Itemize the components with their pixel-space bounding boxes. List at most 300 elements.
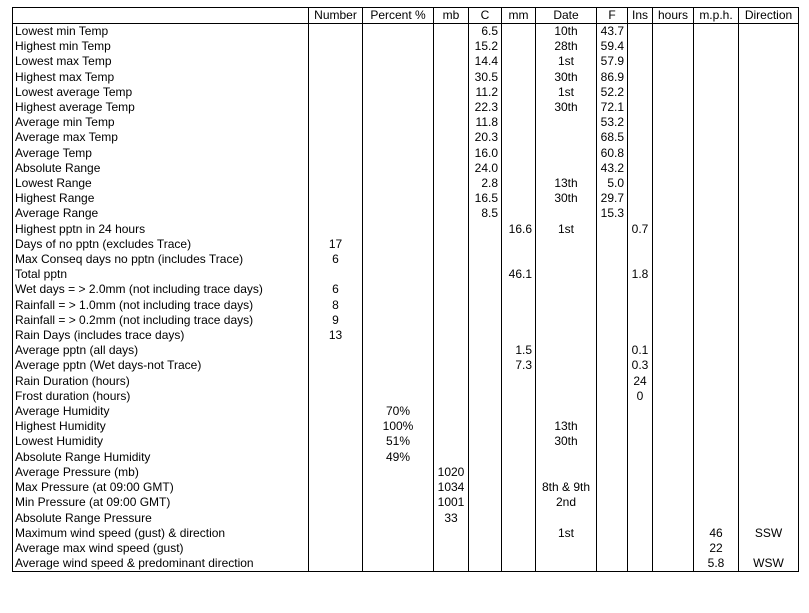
- cell-ins: [628, 434, 653, 449]
- cell-mm: [502, 54, 536, 69]
- cell-hours: [653, 24, 694, 40]
- cell-mm: [502, 252, 536, 267]
- cell-c: [469, 450, 502, 465]
- cell-hours: [653, 146, 694, 161]
- cell-ins: [628, 541, 653, 556]
- cell-ins: [628, 115, 653, 130]
- cell-mph: 5.8: [694, 556, 739, 572]
- cell-percent: [363, 526, 434, 541]
- cell-mb: [434, 267, 469, 282]
- cell-hours: [653, 222, 694, 237]
- cell-mph: [694, 146, 739, 161]
- cell-percent: [363, 115, 434, 130]
- cell-label: Days of no pptn (excludes Trace): [13, 237, 309, 252]
- cell-c: [469, 511, 502, 526]
- cell-number: [309, 54, 363, 69]
- cell-direction: [739, 191, 799, 206]
- cell-percent: [363, 54, 434, 69]
- cell-mm: [502, 374, 536, 389]
- cell-percent: [363, 161, 434, 176]
- cell-ins: [628, 450, 653, 465]
- cell-percent: [363, 85, 434, 100]
- header-f: F: [597, 8, 628, 24]
- table-row: [13, 419, 799, 434]
- cell-label: Lowest max Temp: [13, 54, 309, 69]
- cell-mm: [502, 419, 536, 434]
- cell-percent: [363, 495, 434, 510]
- cell-direction: [739, 495, 799, 510]
- cell-direction: [739, 161, 799, 176]
- cell-direction: [739, 70, 799, 85]
- table-row: [13, 115, 799, 130]
- cell-c: 11.2: [469, 85, 502, 100]
- cell-mb: 1020: [434, 465, 469, 480]
- cell-direction: [739, 343, 799, 358]
- cell-number: [309, 480, 363, 495]
- cell-label: Rainfall = > 0.2mm (not including trace days): [13, 313, 309, 328]
- cell-c: 24.0: [469, 161, 502, 176]
- cell-number: [309, 556, 363, 572]
- cell-label: Highest Range: [13, 191, 309, 206]
- cell-number: [309, 434, 363, 449]
- cell-f: [597, 267, 628, 282]
- cell-direction: [739, 374, 799, 389]
- cell-mph: [694, 237, 739, 252]
- cell-c: [469, 282, 502, 297]
- cell-date: 30th: [536, 70, 597, 85]
- cell-direction: [739, 328, 799, 343]
- cell-ins: [628, 404, 653, 419]
- cell-f: 53.2: [597, 115, 628, 130]
- cell-mm: [502, 450, 536, 465]
- cell-number: 6: [309, 282, 363, 297]
- cell-direction: [739, 465, 799, 480]
- cell-hours: [653, 328, 694, 343]
- cell-mph: [694, 343, 739, 358]
- cell-c: [469, 465, 502, 480]
- cell-f: [597, 252, 628, 267]
- cell-direction: [739, 85, 799, 100]
- cell-mm: [502, 161, 536, 176]
- cell-label: Average max wind speed (gust): [13, 541, 309, 556]
- cell-f: 57.9: [597, 54, 628, 69]
- cell-f: 52.2: [597, 85, 628, 100]
- cell-mm: [502, 541, 536, 556]
- cell-number: [309, 526, 363, 541]
- table-row: [13, 282, 799, 297]
- cell-mb: [434, 419, 469, 434]
- cell-mm: [502, 100, 536, 115]
- cell-date: [536, 237, 597, 252]
- cell-c: [469, 389, 502, 404]
- cell-percent: [363, 176, 434, 191]
- cell-date: [536, 282, 597, 297]
- cell-ins: 0: [628, 389, 653, 404]
- cell-ins: [628, 54, 653, 69]
- cell-c: [469, 358, 502, 373]
- cell-label: Rain Days (includes trace days): [13, 328, 309, 343]
- cell-f: [597, 465, 628, 480]
- cell-percent: [363, 556, 434, 572]
- cell-f: 68.5: [597, 130, 628, 145]
- cell-mph: [694, 282, 739, 297]
- cell-ins: [628, 70, 653, 85]
- table-row: [13, 130, 799, 145]
- cell-ins: [628, 146, 653, 161]
- cell-number: 8: [309, 298, 363, 313]
- cell-ins: [628, 556, 653, 572]
- cell-f: 59.4: [597, 39, 628, 54]
- cell-mm: [502, 526, 536, 541]
- cell-mm: [502, 313, 536, 328]
- cell-date: 8th & 9th: [536, 480, 597, 495]
- cell-direction: [739, 282, 799, 297]
- cell-label: Highest max Temp: [13, 70, 309, 85]
- table-row: [13, 374, 799, 389]
- cell-ins: [628, 191, 653, 206]
- cell-number: [309, 267, 363, 282]
- cell-mm: [502, 480, 536, 495]
- cell-label: Frost duration (hours): [13, 389, 309, 404]
- cell-ins: [628, 495, 653, 510]
- cell-mm: 7.3: [502, 358, 536, 373]
- table-row: [13, 24, 799, 40]
- cell-number: [309, 206, 363, 221]
- cell-mb: 33: [434, 511, 469, 526]
- cell-number: 13: [309, 328, 363, 343]
- cell-direction: [739, 237, 799, 252]
- cell-mph: 46: [694, 526, 739, 541]
- cell-mph: [694, 267, 739, 282]
- cell-date: [536, 541, 597, 556]
- cell-number: [309, 24, 363, 40]
- cell-f: [597, 374, 628, 389]
- cell-ins: [628, 237, 653, 252]
- cell-f: 86.9: [597, 70, 628, 85]
- cell-f: [597, 343, 628, 358]
- cell-date: [536, 343, 597, 358]
- header-mm: mm: [502, 8, 536, 24]
- cell-label: Average Range: [13, 206, 309, 221]
- cell-c: 11.8: [469, 115, 502, 130]
- cell-f: 60.8: [597, 146, 628, 161]
- table-row: [13, 298, 799, 313]
- cell-ins: [628, 100, 653, 115]
- cell-number: 9: [309, 313, 363, 328]
- cell-c: 14.4: [469, 54, 502, 69]
- cell-date: [536, 130, 597, 145]
- cell-f: [597, 495, 628, 510]
- cell-mb: [434, 54, 469, 69]
- cell-label: Average Humidity: [13, 404, 309, 419]
- cell-mph: [694, 115, 739, 130]
- cell-mb: [434, 24, 469, 40]
- cell-f: 29.7: [597, 191, 628, 206]
- cell-percent: [363, 191, 434, 206]
- cell-mb: [434, 161, 469, 176]
- cell-label: Average pptn (all days): [13, 343, 309, 358]
- cell-date: 1st: [536, 85, 597, 100]
- table-row: [13, 100, 799, 115]
- cell-c: [469, 434, 502, 449]
- cell-percent: [363, 541, 434, 556]
- cell-label: Average pptn (Wet days-not Trace): [13, 358, 309, 373]
- cell-ins: [628, 130, 653, 145]
- cell-percent: [363, 358, 434, 373]
- cell-percent: [363, 252, 434, 267]
- cell-mb: [434, 100, 469, 115]
- cell-percent: [363, 343, 434, 358]
- cell-number: [309, 511, 363, 526]
- cell-mb: [434, 374, 469, 389]
- cell-number: [309, 39, 363, 54]
- cell-ins: [628, 85, 653, 100]
- cell-percent: [363, 206, 434, 221]
- table-row: [13, 176, 799, 191]
- cell-number: [309, 176, 363, 191]
- cell-label: Lowest min Temp: [13, 24, 309, 40]
- cell-hours: [653, 480, 694, 495]
- cell-mm: [502, 115, 536, 130]
- cell-f: [597, 511, 628, 526]
- cell-number: [309, 374, 363, 389]
- table-row: [13, 389, 799, 404]
- cell-mm: [502, 556, 536, 572]
- cell-date: [536, 267, 597, 282]
- cell-number: [309, 100, 363, 115]
- cell-percent: [363, 389, 434, 404]
- cell-hours: [653, 313, 694, 328]
- cell-mb: [434, 389, 469, 404]
- cell-mb: [434, 404, 469, 419]
- cell-percent: [363, 313, 434, 328]
- cell-label: Rainfall = > 1.0mm (not including trace days): [13, 298, 309, 313]
- cell-hours: [653, 54, 694, 69]
- cell-c: 8.5: [469, 206, 502, 221]
- cell-c: 16.0: [469, 146, 502, 161]
- cell-mph: [694, 404, 739, 419]
- cell-mph: [694, 495, 739, 510]
- cell-mph: [694, 328, 739, 343]
- cell-f: 43.2: [597, 161, 628, 176]
- cell-mb: 1034: [434, 480, 469, 495]
- cell-hours: [653, 161, 694, 176]
- cell-mb: [434, 526, 469, 541]
- cell-percent: [363, 39, 434, 54]
- cell-direction: [739, 389, 799, 404]
- table-row: [13, 206, 799, 221]
- cell-date: [536, 389, 597, 404]
- cell-label: Absolute Range: [13, 161, 309, 176]
- cell-mm: 46.1: [502, 267, 536, 282]
- cell-label: Max Conseq days no pptn (includes Trace): [13, 252, 309, 267]
- cell-direction: [739, 206, 799, 221]
- cell-date: 30th: [536, 191, 597, 206]
- cell-date: 1st: [536, 526, 597, 541]
- cell-f: [597, 480, 628, 495]
- cell-mb: [434, 252, 469, 267]
- cell-date: 13th: [536, 176, 597, 191]
- cell-mm: [502, 146, 536, 161]
- cell-label: Absolute Range Pressure: [13, 511, 309, 526]
- cell-ins: [628, 526, 653, 541]
- cell-number: [309, 115, 363, 130]
- cell-mm: [502, 206, 536, 221]
- cell-hours: [653, 115, 694, 130]
- cell-date: [536, 252, 597, 267]
- cell-mph: [694, 465, 739, 480]
- cell-ins: 24: [628, 374, 653, 389]
- header-percent: Percent %: [363, 8, 434, 24]
- cell-mb: [434, 115, 469, 130]
- cell-percent: [363, 480, 434, 495]
- cell-f: [597, 358, 628, 373]
- cell-f: [597, 556, 628, 572]
- cell-label: Total pptn: [13, 267, 309, 282]
- cell-c: 15.2: [469, 39, 502, 54]
- cell-label: Highest average Temp: [13, 100, 309, 115]
- cell-hours: [653, 389, 694, 404]
- cell-mb: [434, 70, 469, 85]
- cell-label: Absolute Range Humidity: [13, 450, 309, 465]
- cell-c: 6.5: [469, 24, 502, 40]
- table-row: [13, 465, 799, 480]
- cell-mm: [502, 282, 536, 297]
- cell-mm: [502, 404, 536, 419]
- table-row: [13, 237, 799, 252]
- cell-c: [469, 328, 502, 343]
- cell-c: [469, 313, 502, 328]
- cell-label: Average Temp: [13, 146, 309, 161]
- cell-percent: [363, 328, 434, 343]
- cell-direction: [739, 146, 799, 161]
- cell-ins: 0.1: [628, 343, 653, 358]
- cell-mph: [694, 161, 739, 176]
- cell-hours: [653, 511, 694, 526]
- cell-mm: 1.5: [502, 343, 536, 358]
- cell-label: Average max Temp: [13, 130, 309, 145]
- cell-ins: [628, 161, 653, 176]
- cell-c: [469, 222, 502, 237]
- header-mb: mb: [434, 8, 469, 24]
- cell-c: [469, 480, 502, 495]
- cell-c: [469, 343, 502, 358]
- cell-label: Highest min Temp: [13, 39, 309, 54]
- cell-hours: [653, 374, 694, 389]
- cell-date: 2nd: [536, 495, 597, 510]
- cell-ins: 0.7: [628, 222, 653, 237]
- table-row: [13, 556, 799, 572]
- cell-hours: [653, 541, 694, 556]
- cell-direction: [739, 450, 799, 465]
- cell-mph: [694, 176, 739, 191]
- cell-mb: [434, 358, 469, 373]
- cell-number: [309, 389, 363, 404]
- cell-ins: [628, 313, 653, 328]
- cell-c: [469, 556, 502, 572]
- cell-mph: [694, 39, 739, 54]
- cell-label: Lowest Humidity: [13, 434, 309, 449]
- cell-percent: 51%: [363, 434, 434, 449]
- cell-direction: [739, 24, 799, 40]
- header-ins: Ins: [628, 8, 653, 24]
- cell-mph: [694, 358, 739, 373]
- cell-c: [469, 541, 502, 556]
- cell-number: [309, 222, 363, 237]
- cell-mph: [694, 298, 739, 313]
- cell-direction: SSW: [739, 526, 799, 541]
- table-row: [13, 358, 799, 373]
- cell-mm: [502, 465, 536, 480]
- cell-mm: [502, 130, 536, 145]
- cell-mph: [694, 191, 739, 206]
- cell-ins: [628, 206, 653, 221]
- cell-mb: [434, 206, 469, 221]
- header-hours: hours: [653, 8, 694, 24]
- cell-mph: [694, 252, 739, 267]
- cell-direction: [739, 100, 799, 115]
- cell-date: [536, 146, 597, 161]
- cell-number: [309, 191, 363, 206]
- cell-c: [469, 298, 502, 313]
- cell-mph: [694, 70, 739, 85]
- cell-mm: [502, 434, 536, 449]
- cell-f: [597, 282, 628, 297]
- cell-label: Average wind speed & predominant direction: [13, 556, 309, 572]
- cell-direction: [739, 176, 799, 191]
- table-row: [13, 313, 799, 328]
- cell-date: [536, 450, 597, 465]
- cell-date: [536, 115, 597, 130]
- cell-mm: [502, 237, 536, 252]
- cell-mb: [434, 146, 469, 161]
- cell-f: 15.3: [597, 206, 628, 221]
- cell-number: [309, 419, 363, 434]
- cell-hours: [653, 465, 694, 480]
- cell-c: [469, 267, 502, 282]
- cell-percent: [363, 267, 434, 282]
- cell-label: Maximum wind speed (gust) & direction: [13, 526, 309, 541]
- cell-hours: [653, 298, 694, 313]
- cell-f: [597, 328, 628, 343]
- table-row: [13, 526, 799, 541]
- cell-hours: [653, 434, 694, 449]
- cell-mb: [434, 313, 469, 328]
- cell-mph: [694, 100, 739, 115]
- cell-number: [309, 130, 363, 145]
- cell-mb: [434, 130, 469, 145]
- cell-percent: [363, 374, 434, 389]
- cell-hours: [653, 419, 694, 434]
- cell-mm: [502, 511, 536, 526]
- table-row: [13, 39, 799, 54]
- weather-summary: [12, 7, 799, 572]
- cell-c: 22.3: [469, 100, 502, 115]
- cell-date: [536, 313, 597, 328]
- table-row: [13, 191, 799, 206]
- cell-percent: 100%: [363, 419, 434, 434]
- cell-hours: [653, 130, 694, 145]
- cell-date: [536, 206, 597, 221]
- cell-date: 13th: [536, 419, 597, 434]
- cell-date: [536, 161, 597, 176]
- cell-hours: [653, 176, 694, 191]
- cell-percent: [363, 298, 434, 313]
- table-row: [13, 511, 799, 526]
- cell-ins: [628, 176, 653, 191]
- cell-mb: [434, 343, 469, 358]
- header-direction: Direction: [739, 8, 799, 24]
